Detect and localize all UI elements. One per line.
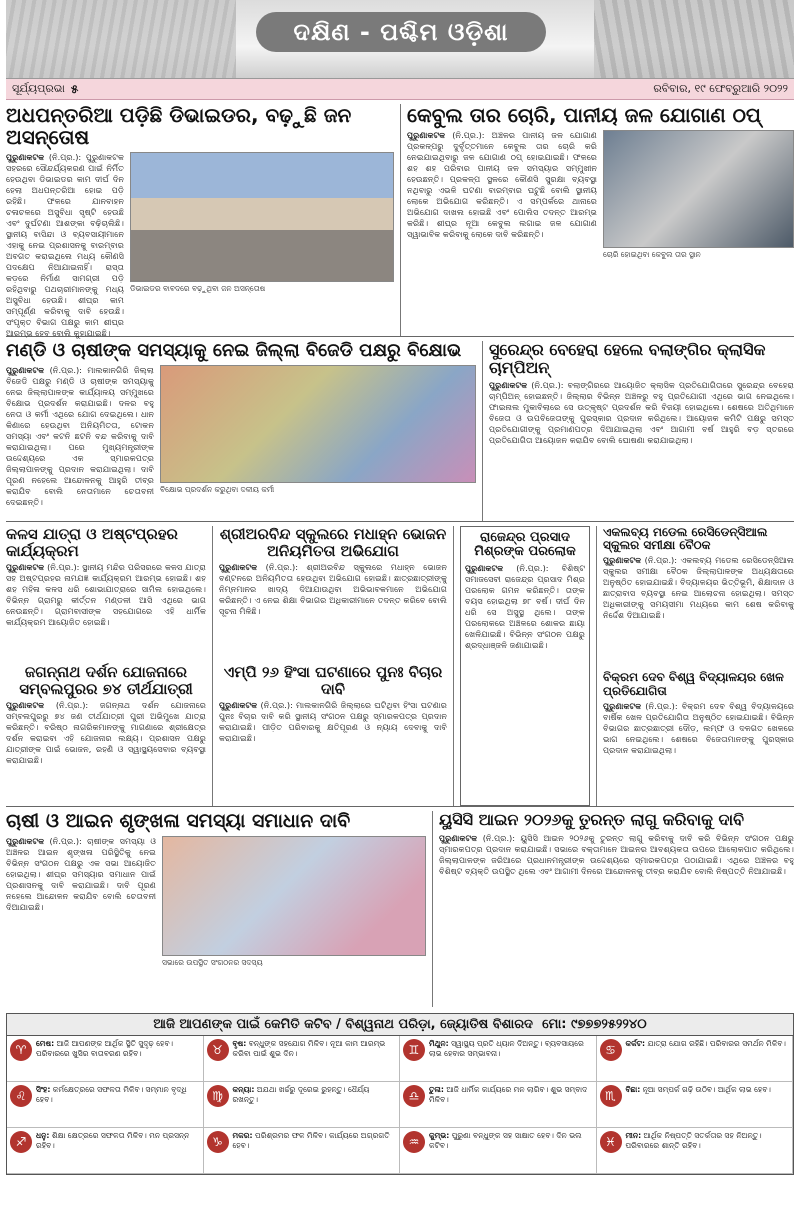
horoscope-sign — [597, 1082, 794, 1128]
horoscope-sign-text: ଆର୍ଥିକ ନିଷ୍ପତ୍ତି ସତର୍କତାର ସହ ନିଅନ୍ତୁ। ପରିବାରରେ ଶାନ୍ତି ରହିବ। — [625, 1131, 762, 1150]
headline-a1: ଅଧପନ୍ତରିଆ ପଡ଼ିଛି ଡିଭାଇଡର, ବଢ଼ୁଛି ଜନ ଅସନ୍ତୋଷ — [6, 103, 352, 149]
headline-a13: ୟୁସିସି ଆଇନ ୨୦୨୬କୁ ତୁରନ୍ତ ଲାଗୁ କରିବାକୁ ଦାବି — [439, 810, 745, 829]
horoscope-sign-name: କର୍କଟ: — [625, 1039, 646, 1048]
article-body-a13 — [439, 833, 794, 993]
masthead-illustration-left — [6, 0, 236, 78]
page-number: ୫ — [70, 81, 79, 96]
byline-a10: ପୁରୁଣାକଟକ — [603, 555, 642, 566]
column-divider — [432, 811, 433, 1007]
horoscope-sign-text: ଆଜି ଧାର୍ମିକ କାର୍ଯ୍ୟରେ ମନ ଲାଗିବ। ଶୁଭ ସମ୍ବାଦ ମିଳିବ। — [429, 1085, 588, 1104]
column-divider — [482, 341, 483, 521]
byline-a6: ପୁରୁଣାକଟକ — [6, 700, 45, 710]
horoscope-sign — [400, 1082, 597, 1128]
article-cable-theft — [407, 104, 794, 336]
headline-a3: ମଣ୍ଡି ଓ ଚାଷୀଙ୍କ ସମସ୍ୟାକୁ ନେଇ ଜିଲ୍ଲା ବିଜେଡି ପକ୍ଷରୁ ବିକ୍ଷୋଭ — [6, 340, 462, 361]
horoscope-sign-text: ପୁରୁଣା ବନ୍ଧୁଙ୍କ ସହ ସାକ୍ଷାତ ହେବ। ଦିନ ଭଲ କଟିବ। — [429, 1131, 582, 1150]
horoscope-sign — [597, 1128, 794, 1174]
article-body-a1 — [6, 152, 124, 348]
horoscope-header — [7, 1014, 793, 1036]
headline-a12: ଚାଷୀ ଓ ଆଇନ ଶୃଙ୍ଖଳା ସମସ୍ୟା ସମାଧାନ ଦାବି — [6, 810, 351, 832]
photo-protest-stage — [160, 365, 476, 483]
column-center — [219, 526, 447, 806]
fourth-row — [6, 811, 794, 1007]
horoscope-sign-text: କର୍ମକ୍ଷେତ୍ରରେ ସଫଳତା ମିଳିବ। ସମ୍ମାନ ବୃଦ୍ଧି ହେବ। — [36, 1085, 187, 1104]
article-body-a8 — [219, 700, 447, 818]
byline-a2: ପୁରୁଣାକଟକ — [407, 130, 446, 140]
goat-icon: ♑ — [207, 1131, 229, 1153]
article-body-a6 — [6, 700, 206, 818]
article-bjd-protest — [6, 341, 476, 521]
third-row — [6, 526, 794, 806]
article-ucc-demand — [439, 811, 794, 1007]
column-divider — [453, 526, 454, 806]
body-a9: (ନି.ପ୍ର.): ବିଶିଷ୍ଟ ସମାଜସେବୀ ରାଜେନ୍ଦ୍ର ପ୍ରସାଦ ମିଶ୍ର ପରଲୋକ ଗମନ କରିଛନ୍ତି। ତାଙ୍କ ବୟସ ହୋଇଥିଲା ୭୮ ବର୍ଷ। ଦୀର୍ଘ ଦିନ ଧରି ସେ ଅସୁସ୍ଥ ଥିଲେ। ତାଙ୍କ ପରଲୋକରେ ଅଞ୍ଚଳରେ ଶୋକର ଛାୟା ଖେଳିଯାଇଛି। ବିଭିନ୍ନ ସଂଗଠନ ପକ୍ଷରୁ ଶ୍ରଦ୍ଧାଞ୍ଜଳି ଜଣାଯାଇଛି। — [465, 562, 585, 650]
article-body-a2 — [407, 130, 597, 326]
ram-icon: ♈ — [10, 1039, 32, 1061]
headline-a8: ଏମ୍ପି ୨୬ ହିଂସା ଘଟଣାରେ ପୁନଃ ବିଚାର ଦାବି — [223, 663, 443, 698]
bull-icon: ♉ — [207, 1039, 229, 1061]
horoscope-sign — [400, 1036, 597, 1082]
maiden-icon: ♍ — [207, 1085, 229, 1107]
scales-icon: ♎ — [403, 1085, 425, 1107]
lion-icon: ♌ — [10, 1085, 32, 1107]
byline-a9: ପୁରୁଣାକଟକ — [465, 562, 504, 573]
article-champion — [489, 341, 794, 521]
article-body-a5 — [6, 562, 206, 658]
top-row — [6, 104, 794, 336]
twins-icon: ♊ — [403, 1039, 425, 1061]
body-a10: (ନି.ପ୍ର.): ଏକଲବ୍ୟ ମଡେଲ ରେସିଡେନ୍ସିଆଲ ସ୍କୁଲର ସମୀକ୍ଷା ବୈଠକ ଜିଲ୍ଲାପାଳଙ୍କ ଅଧ୍ୟକ୍ଷତାରେ ଅନୁଷ୍ଠିତ ହୋଇଯାଇଛି। ବିଦ୍ୟାଳୟର ଭିତ୍ତିଭୂମି, ଶିକ୍ଷାଦାନ ଓ ଛାତ୍ରାବାସ ବ୍ୟବସ୍ଥା ନେଇ ଆଲୋଚନା ହୋଇଥିଲା। ସମସ୍ତ ଅଧିକାରୀଙ୍କୁ ସମୟସୀମା ମଧ୍ୟରେ କାମ ଶେଷ କରିବାକୁ ନିର୍ଦ୍ଦେଶ ଦିଆଯାଇଛି। — [603, 555, 794, 621]
headline-a7: ଶ୍ରୀଅରବିନ୍ଦ ସ୍କୁଲରେ ମଧାହ୍ନ ଭୋଜନ ଅନିୟମିତତା ଅଭିଯୋଗ — [219, 525, 447, 560]
horoscope-sign-text: ଶିକ୍ଷା କ୍ଷେତ୍ରରେ ସଫଳତା ମିଳିବ। ମନ ପ୍ରସନ୍ନ ରହିବ। — [36, 1131, 190, 1150]
body-a2: (ନି.ପ୍ର.): ଅଞ୍ଚଳର ପାନୀୟ ଜଳ ଯୋଗାଣ ପ୍ରକଳ୍ପରୁ ଦୁର୍ବୃତ୍ତମାନେ କେବୁଲ ତାର ଚୋରି କରି ନେଇଯାଇଥିବାରୁ ଜଳ ଯୋଗାଣ ଠପ୍ ହୋଇଯାଇଛି। ଫଳରେ ଶହ ଶହ ପରିବାର ପାନୀୟ ଜଳ ସମସ୍ୟାର ସମ୍ମୁଖୀନ ହେଉଛନ୍ତି। ପ୍ରକଳ୍ପ ସ୍ଥଳରେ କୌଣସି ସୁରକ୍ଷା ବ୍ୟବସ୍ଥା ନଥିବାରୁ ଏଭଳି ଘଟଣା ବାରମ୍ବାର ଘଟୁଛି ବୋଲି ସ୍ଥାନୀୟ ଲୋକେ ଅଭିଯୋଗ କରିଛନ୍ତି। ଏ ସମ୍ପର୍କରେ ଥାନାରେ ଅଭିଯୋଗ ଦାଖଲ ହୋଇଛି ଏବଂ ପୋଲିସ ତଦନ୍ତ ଆରମ୍ଭ କରିଛି। ଶୀଘ୍ର ନୂଆ କେବୁଲ ଲଗାଇ ଜଳ ଯୋଗାଣ ସ୍ୱାଭାବିକ କରିବାକୁ ଲୋକେ ଦାବି କରିଛନ୍ତି। — [407, 130, 597, 239]
crab-icon: ♋ — [600, 1039, 622, 1061]
photo-pump-panel — [603, 130, 794, 248]
caption-a2: ଚୋରି ହୋଇଥିବା କେବୁଲ ତାର ସ୍ଥାନ — [603, 250, 701, 259]
horoscope-sign-name: ତୁଳା: — [429, 1085, 444, 1094]
horoscope-sign-text: ସ୍ୱାସ୍ଥ୍ୟ ପ୍ରତି ଧ୍ୟାନ ଦିଅନ୍ତୁ। ବ୍ୟବସାୟରେ ଲାଭ ହେବାର ସମ୍ଭାବନା। — [429, 1039, 584, 1058]
horoscope-sign — [204, 1128, 401, 1174]
byline-a8: ପୁରୁଣାକଟକ — [219, 700, 258, 710]
info-bar — [6, 79, 794, 100]
body-a6: (ନି.ପ୍ର.): ଜଗନ୍ନାଥ ଦର୍ଶନ ଯୋଜନାରେ ସମ୍ବଲପୁରରୁ ୭୪ ଜଣ ତୀର୍ଥଯାତ୍ରୀ ପୁରୀ ଅଭିମୁଖେ ଯାତ୍ରା କରିଛନ୍ତି। ବରିଷ୍ଠ ନାଗରିକମାନଙ୍କୁ ମାଗଣାରେ ଶ୍ରୀକ୍ଷେତ୍ର ଦର୍ଶନ କରାଇବା ଏହି ଯୋଜନାର ଲକ୍ଷ୍ୟ। ପ୍ରଶାସନ ପକ୍ଷରୁ ଯାତ୍ରୀଙ୍କ ପାଇଁ ଭୋଜନ, ରହଣି ଓ ସ୍ୱାସ୍ଥ୍ୟସେବାର ବ୍ୟବସ୍ଥା କରାଯାଇଛି। — [6, 700, 206, 765]
horoscope-sign-text: ଯାତ୍ରା ଯୋଗ ରହିଛି। ପରିବାରର ସମର୍ଥନ ମିଳିବ। — [647, 1039, 786, 1048]
horoscope-sign — [597, 1036, 794, 1082]
horoscope-sign — [7, 1036, 204, 1082]
section-title-banner — [256, 12, 546, 52]
headline-a9: ରାଜେନ୍ଦ୍ର ପ୍ରସାଦ ମିଶ୍ରଙ୍କ ପରଲୋକ — [474, 530, 576, 560]
horoscope-sign-name: ଧନୁ: — [36, 1131, 50, 1140]
article-farmers-demand — [6, 811, 426, 1007]
horoscope-sign-text: ବନ୍ଧୁଙ୍କ ସହଯୋଗ ମିଳିବ। ନୂଆ କାମ ଆରମ୍ଭ କରିବା ପାଇଁ ଶୁଭ ଦିନ। — [232, 1039, 386, 1058]
caption-a3: ବିକ୍ଷୋଭ ପ୍ରଦର୍ଶନ କରୁଥିବା ଦଳୀୟ କର୍ମୀ — [160, 484, 275, 494]
byline-a4: ପୁରୁଣାକଟକ — [489, 380, 528, 391]
body-a1: (ନି.ପ୍ର.): ପୁରୁଣାକଟକ ସହରରେ ସୌନ୍ଦର୍ଯ୍ୟକରଣ ପାଇଁ ନିର୍ମିତ ହେଉଥିବା ଡିଭାଇଡର କାମ ଦୀର୍ଘ ଦିନ ହେଲା ଅଧପନ୍ତରିଆ ହୋଇ ପଡ଼ି ରହିଛି। ଫଳରେ ଯାନବାହନ ଚଳାଚଳରେ ଅସୁବିଧା ସୃଷ୍ଟି ହେଉଛି ଏବଂ ଦୁର୍ଘଟଣା ଆଶଙ୍କା ବଢ଼ିଚାଲିଛି। ସ୍ଥାନୀୟ ବାସିନ୍ଦା ଓ ବ୍ୟବସାୟୀମାନେ ଏହାକୁ ନେଇ ପ୍ରଶାସନକୁ ବାରମ୍ବାର ଅବଗତ କରାଇଥିଲେ ମଧ୍ୟ କୌଣସି ପଦକ୍ଷେପ ନିଆଯାଇନାହିଁ। ରାସ୍ତା କଡ଼ରେ ନିର୍ମାଣ ସାମଗ୍ରୀ ପଡ଼ି ରହିଥିବାରୁ ପଥଚାରୀମାନଙ୍କୁ ମଧ୍ୟ ଅସୁବିଧା ହେଉଛି। ଶୀଘ୍ର କାମ ସମ୍ପୂର୍ଣ୍ଣ କରିବାକୁ ଦାବି ହେଉଛି। ସଂପୃକ୍ତ ବିଭାଗ ପକ୍ଷରୁ କାମ ଶୀଘ୍ର ଆରମ୍ଭ ହେବ ବୋଲି କୁହାଯାଇଛି। — [6, 152, 124, 338]
photo-divider-road — [130, 152, 394, 282]
masthead — [6, 0, 794, 79]
second-row — [6, 341, 794, 521]
section-title: ଦକ୍ଷିଣ - ପଶ୍ଚିମ ଓଡ଼ିଶା — [293, 18, 509, 46]
column-divider — [400, 104, 401, 336]
body-a5: (ନି.ପ୍ର.): ସ୍ଥାନୀୟ ମନ୍ଦିର ପରିସରରେ କଳସ ଯାତ୍ରା ସହ ଅଷ୍ଟପ୍ରହର ନାମଯଜ୍ଞ କାର୍ଯ୍ୟକ୍ରମ ଆରମ୍ଭ ହୋଇଛି। ଶହ ଶହ ମହିଳା କଳସ ଧରି ଶୋଭାଯାତ୍ରାରେ ସାମିଲ ହୋଇଥିଲେ। ବିଭିନ୍ନ ଗ୍ରାମରୁ କୀର୍ତ୍ତନ ମଣ୍ଡଳୀ ଆସି ଏଥିରେ ଭାଗ ନେଉଛନ୍ତି। ଗ୍ରାମବାସୀଙ୍କ ସହଯୋଗରେ ଏହି ଧାର୍ମିକ କାର୍ଯ୍ୟକ୍ରମ ଆୟୋଜିତ ହୋଇଛି। — [6, 562, 206, 627]
horoscope-title: ଆଜି ଆପଣଙ୍କ ପାଇଁ କେମିତି କଟିବ / ବିଶ୍ୱନାଥ ପରିଡ଼ା, ଜ୍ୟୋତିଷ ବିଶାରଦ — [153, 1017, 534, 1032]
article-body-a4 — [489, 380, 794, 520]
water-bearer-icon: ♒ — [403, 1131, 425, 1153]
headline-a5: କଳସ ଯାତ୍ରା ଓ ଅଷ୍ଟପ୍ରହର କାର୍ଯ୍ୟକ୍ରମ — [6, 525, 178, 560]
body-a7: (ନି.ପ୍ର.): ଶ୍ରୀଅରବିନ୍ଦ ସ୍କୁଲରେ ମଧାହ୍ନ ଭୋଜନ ବଣ୍ଟନରେ ଅନିୟମିତତା ହେଉଥିବା ଅଭିଯୋଗ ହୋଇଛି। ଛାତ୍ରଛାତ୍ରୀଙ୍କୁ ନିମ୍ନମାନର ଖାଦ୍ୟ ଦିଆଯାଉଥିବା ଅଭିଭାବକମାନେ ଅଭିଯୋଗ କରିଛନ୍ତି। ଏ ନେଇ ଶିକ୍ଷା ବିଭାଗର ଅଧିକାରୀମାନେ ତଦନ୍ତ କରିବେ ବୋଲି ସୂଚନା ମିଳିଛି। — [219, 562, 447, 616]
horoscope-sign-name: ବିଛା: — [625, 1085, 641, 1094]
byline-a12: ପୁରୁଣାକଟକ — [6, 835, 45, 846]
horoscope-sign-name: ମିଥୁନ: — [429, 1039, 449, 1048]
body-a8: (ନି.ପ୍ର.): ମାଲକାନଗିରି ଜିଲ୍ଲାରେ ଘଟିଥିବା ହିଂସା ଘଟଣାର ପୁନଃ ବିଚାର ଦାବି କରି ସ୍ଥାନୀୟ ସଂଗଠନ ପକ୍ଷରୁ ସ୍ମାରକପତ୍ର ପ୍ରଦାନ କରାଯାଇଛି। ପୀଡ଼ିତ ପରିବାରକୁ କ୍ଷତିପୂରଣ ଓ ନ୍ୟାୟ ଦେବାକୁ ଦାବି କରାଯାଇଛି। — [219, 700, 447, 743]
byline-a11: ପୁରୁଣାକଟକ — [603, 700, 642, 711]
horoscope-sign-name: ମେଷ: — [36, 1039, 55, 1048]
scorpion-icon: ♏ — [600, 1085, 622, 1107]
horoscope-sign — [7, 1128, 204, 1174]
horoscope-sign-name: ବୃଷ: — [232, 1039, 247, 1048]
horoscope-sign-name: କୁମ୍ଭ: — [429, 1131, 450, 1140]
column-divider — [596, 526, 597, 806]
byline-a3: ପୁରୁଣାକଟକ — [6, 364, 45, 375]
horoscope-box — [6, 1013, 794, 1175]
byline-a5: ପୁରୁଣାକଟକ — [6, 562, 45, 572]
fish-icon: ♓ — [600, 1131, 622, 1153]
horoscope-grid — [7, 1036, 793, 1174]
photo-meeting — [162, 836, 426, 956]
headline-a10: ଏକଲବ୍ୟ ମଡେଲ ରେସିଡେନ୍ସିଆଲ ସ୍କୁଲର ସମୀକ୍ଷା ବୈଠକ — [603, 525, 768, 553]
body-a12: (ନି.ପ୍ର.): ଚାଷୀଙ୍କ ସମସ୍ୟା ଓ ଅଞ୍ଚଳର ଆଇନ ଶୃଙ୍ଖଳା ପରିସ୍ଥିତିକୁ ନେଇ ବିଭିନ୍ନ ସଂଗଠନ ପକ୍ଷରୁ ଏକ ସଭା ଆୟୋଜିତ ହୋଇଥିଲା। ଶୀଘ୍ର ସମସ୍ୟାର ସମାଧାନ ପାଇଁ ପ୍ରଶାସନକୁ ଦାବି କରାଯାଇଛି। ଦାବି ପୂରଣ ନହେଲେ ଆନ୍ଦୋଳନ କରାଯିବ ବୋଲି ଚେତାବନୀ ଦିଆଯାଇଛି। — [6, 835, 156, 912]
article-body-a10 — [603, 555, 794, 665]
body-a3: (ନି.ପ୍ର.): ମାଲକାନଗିରି ଜିଲ୍ଲା ବିଜେଡି ପକ୍ଷରୁ ମଣ୍ଡି ଓ ଚାଷୀଙ୍କ ସମସ୍ୟାକୁ ନେଇ ଜିଲ୍ଲାପାଳଙ୍କ କାର୍ଯ୍ୟାଳୟ ସମ୍ମୁଖରେ ବିକ୍ଷୋଭ ପ୍ରଦର୍ଶନ କରାଯାଇଛି। ଦଳର ବହୁ ନେତା ଓ କର୍ମୀ ଏଥିରେ ଯୋଗ ଦେଇଥିଲେ। ଧାନ କିଣାରେ ହେଉଥିବା ଅନିୟମିତତା, ଟୋକନ ସମସ୍ୟା ଏବଂ କଟନି ଛଟନି ବନ୍ଦ କରିବାକୁ ଦାବି କରାଯାଇଥିଲା। ପରେ ମୁଖ୍ୟମନ୍ତ୍ରୀଙ୍କ ଉଦ୍ଦେଶ୍ୟରେ ଏକ ସ୍ମାରକପତ୍ର ଜିଲ୍ଲାପାଳଙ୍କୁ ପ୍ରଦାନ କରାଯାଇଥିଲା। ଦାବି ପୂରଣ ନହେଲେ ଆନ୍ଦୋଳନକୁ ଆହୁରି ତୀବ୍ର କରାଯିବ ବୋଲି ନେତାମାନେ ଚେତାବନୀ ଦେଇଛନ୍ତି। — [6, 364, 154, 507]
horoscope-sign — [204, 1036, 401, 1082]
paper-name: ସୂର୍ଯ୍ୟପ୍ରଭା — [12, 81, 65, 95]
issue-date: ରବିବାର, ୧୯ ଫେବ୍ରୁଆରି ୨୦୨୨ — [653, 82, 788, 95]
horoscope-phone: ୯୭୭୭୨୫୨୨୪୦ — [571, 1017, 647, 1032]
headline-a6: ଜଗନ୍ନାଥ ଦର୍ଶନ ଯୋଜନାରେ ସମ୍ବଲପୁରର ୭୪ ତୀର୍ଥଯାତ୍ରୀ — [19, 663, 193, 698]
caption-a1: ଡିଭାଇଡର ବାବଦରେ ବଢ଼ୁଥିବା ଜନ ଅସନ୍ତୋଷ — [130, 284, 266, 293]
horoscope-sign-name: ସିଂହ: — [36, 1085, 51, 1094]
byline-a7: ପୁରୁଣାକଟକ — [219, 562, 258, 572]
body-a13: (ନି.ପ୍ର.): ୟୁସିସି ଆଇନ ୨୦୨୬କୁ ତୁରନ୍ତ ଲାଗୁ କରିବାକୁ ଦାବି କରି ବିଭିନ୍ନ ସଂଗଠନ ପକ୍ଷରୁ ସ୍ମାରକପତ୍ର ପ୍ରଦାନ କରାଯାଇଛି। ସଭାରେ ବକ୍ତାମାନେ ଆଇନର ଆବଶ୍ୟକତା ଉପରେ ଆଲୋକପାତ କରିଥିଲେ। ଜିଲ୍ଲାପାଳଙ୍କ ଜରିଆରେ ପ୍ରଧାନମନ୍ତ୍ରୀଙ୍କ ଉଦ୍ଦେଶ୍ୟରେ ସ୍ମାରକପତ୍ର ପଠାଯାଇଛି। ଏଥିରେ ଅଞ୍ଚଳର ବହୁ ବିଶିଷ୍ଟ ବ୍ୟକ୍ତି ଉପସ୍ଥିତ ଥିଲେ ଏବଂ ଆଗାମୀ ଦିନରେ ଆନ୍ଦୋଳନକୁ ତୀବ୍ର କରାଯିବ ବୋଲି ନିଷ୍ପତ୍ତି ନିଆଯାଇଛି। — [439, 832, 794, 876]
article-divider-politics — [6, 104, 394, 336]
headline-a4: ସୁରେନ୍ଦ୍ର ବେହେରା ହେଲେ ବଲାଙ୍ଗିର କ୍ଲାସିକ ଚାମ୍ପିଅନ୍ — [489, 340, 766, 377]
article-body-a11 — [603, 701, 794, 811]
horoscope-sign-name: ମୀନ: — [625, 1131, 642, 1140]
headline-a11: ବିକ୍ରମ ଦେବ ବିଶ୍ୱ ବିଦ୍ୟାଳୟର ଖେଳ ପ୍ରତିଯୋଗିତା — [603, 670, 784, 698]
masthead-illustration-right — [594, 0, 794, 78]
horoscope-sign-name: ମକର: — [232, 1131, 253, 1140]
horoscope-sign-text: ନୂଆ ସମ୍ପର୍କ ଗଢ଼ି ଉଠିବ। ଆର୍ଥିକ ଲାଭ ହେବ। — [642, 1085, 771, 1094]
phone-label: ମୋ: — [542, 1017, 567, 1032]
article-body-a9 — [465, 563, 585, 791]
horoscope-sign-text: ଅଯଥା ଖର୍ଚ୍ଚରୁ ଦୂରେଇ ରୁହନ୍ତୁ। ଧୈର୍ଯ୍ୟ ରଖନ୍ତୁ। — [232, 1085, 370, 1104]
horoscope-sign — [7, 1082, 204, 1128]
caption-a12: ସଭାରେ ଉପସ୍ଥିତ ସଂଗଠନର ସଦସ୍ୟ — [162, 957, 263, 967]
obituary-box — [460, 526, 590, 806]
column-left — [6, 526, 206, 806]
byline-a13: ପୁରୁଣାକଟକ — [439, 832, 478, 843]
article-body-a7 — [219, 562, 447, 658]
column-right — [603, 526, 794, 806]
horoscope-sign — [204, 1082, 401, 1128]
archer-icon: ♐ — [10, 1131, 32, 1153]
body-a11: (ନି.ପ୍ର.): ବିକ୍ରମ ଦେବ ବିଶ୍ୱ ବିଦ୍ୟାଳୟରେ ବାର୍ଷିକ ଖେଳ ପ୍ରତିଯୋଗିତା ଅନୁଷ୍ଠିତ ହୋଇଯାଇଛି। ବିଭିନ୍ନ ବିଭାଗର ଛାତ୍ରଛାତ୍ରୀ ଦୌଡ଼, ଲମ୍ଫ ଓ ଦଳଗତ ଖେଳରେ ଭାଗ ନେଇଥିଲେ। ଶେଷରେ ବିଜେତାମାନଙ୍କୁ ପୁରସ୍କାର ପ୍ରଦାନ କରାଯାଇଥିଲା। — [603, 700, 794, 755]
article-body-a3 — [6, 365, 154, 515]
column-divider — [212, 526, 213, 806]
horoscope-sign-name: କନ୍ୟା: — [232, 1085, 255, 1094]
horoscope-sign-text: ପରିଶ୍ରମର ଫଳ ମିଳିବ। କାର୍ଯ୍ୟରେ ଅଗ୍ରଗତି ହେବ। — [232, 1131, 390, 1150]
byline-a1: ପୁରୁଣାକଟକ — [6, 152, 45, 162]
horoscope-sign-text: ଆଜି ଆପଣଙ୍କ ଆର୍ଥିକ ସ୍ଥିତି ସୁଦୃଢ଼ ହେବ। ପରିବାରରେ ଖୁସିର ବାତାବରଣ ରହିବ। — [36, 1039, 174, 1058]
body-a4: (ନି.ପ୍ର.): ବଲାଙ୍ଗିରରେ ଆୟୋଜିତ କ୍ଲାସିକ ପ୍ରତିଯୋଗିତାରେ ସୁରେନ୍ଦ୍ର ବେହେରା ଚାମ୍ପିଅନ୍ ହୋଇଛନ୍ତି। ଜିଲ୍ଲାର ବିଭିନ୍ନ ଅଞ୍ଚଳରୁ ବହୁ ପ୍ରତିଯୋଗୀ ଏଥିରେ ଭାଗ ନେଇଥିଲେ। ଫାଇନାଲ ମୁକାବିଲାରେ ସେ ଉତ୍କୃଷ୍ଟ ପ୍ରଦର୍ଶନ କରି ବିଜୟୀ ହୋଇଥିଲେ। ଶେଷରେ ଅତିଥିମାନେ ବିଜେତା ଓ ଉପବିଜେତାଙ୍କୁ ପୁରସ୍କାର ପ୍ରଦାନ କରିଥିଲେ। ଆୟୋଜକ କମିଟି ପକ୍ଷରୁ ସମସ୍ତ ପ୍ରତିଯୋଗୀଙ୍କୁ ପ୍ରମାଣପତ୍ର ଦିଆଯାଇଥିଲା ଏବଂ ଆଗାମୀ ବର୍ଷ ଆହୁରି ବଡ଼ ସ୍ତରରେ ପ୍ରତିଯୋଗିତା ଆୟୋଜନ କରାଯିବ ବୋଲି ଘୋଷଣା କରାଯାଇଥିଲା। — [489, 380, 794, 446]
headline-a2: କେବୁଲ ତାର ଚୋରି, ପାନୀୟ ଜଳ ଯୋଗାଣ ଠପ୍ — [407, 103, 761, 127]
horoscope-sign — [400, 1128, 597, 1174]
section-rule — [6, 521, 794, 522]
article-body-a12 — [6, 836, 156, 1000]
